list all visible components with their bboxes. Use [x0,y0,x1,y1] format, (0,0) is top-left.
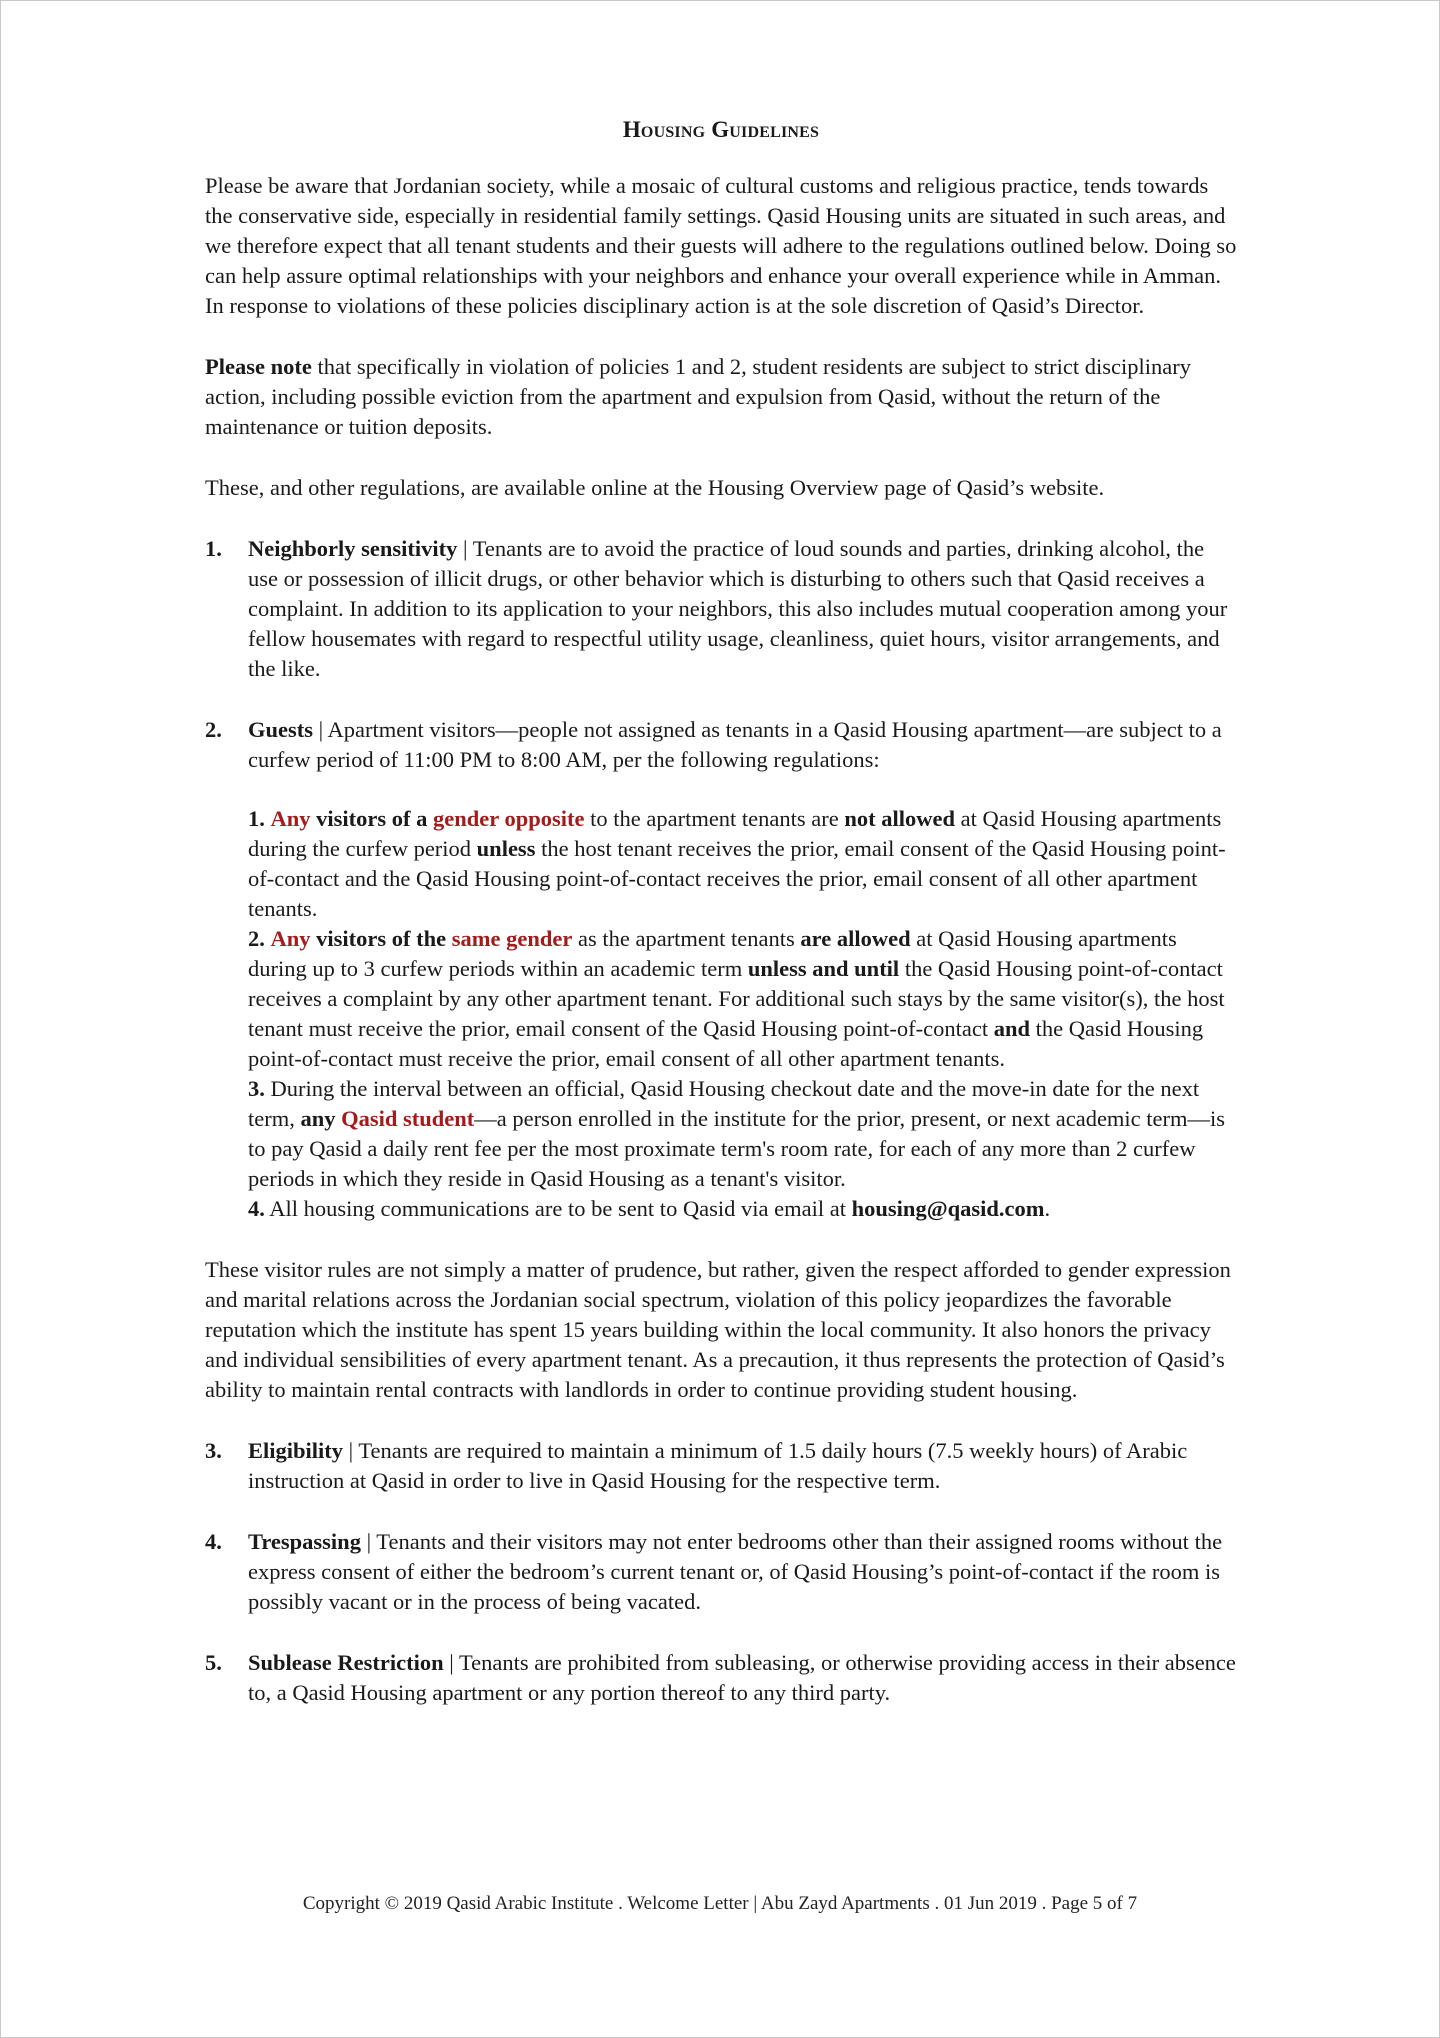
guest-rule-4 [248,1194,1237,1224]
rule-text: All housing communications are to be sent to Qasid via email at [264,1196,852,1221]
policy-4 [205,1527,1237,1617]
policy-text: | Tenants are prohibited from subleasing, or otherwise providing access in their absence to, a Qasid Housing apartment or any portion thereof to any third party. [248,1650,1236,1705]
rule-text: During the interval between an official, Qasid Housing checkout date and the move-in date for the next term, [248,1076,1200,1131]
intro-paragraph: Please be aware that Jordanian society, while a mosaic of cultural customs and religious practice, tends towards the conservative side, especially in residential family settings. Qasid Housing units are situated in such areas, and we therefore expect that all tenant students and their guests will adhere to the regulations outlined below. Doing so can help assure optimal relationships with your neighbors and enhance your overall experience while in Amman. In response to violations of these policies disciplinary action is at the sole discretion of Qasid’s Director. [205,173,1237,318]
policy-title: Neighborly sensitivity [248,536,458,561]
policy-number: 3. [205,1438,222,1463]
rule-text: the host tenant receives the prior, email consent of the Qasid Housing point-of-contact and the Qasid Housing point-of-contact receives the prior, email consent of all other apartment tenants. [248,836,1226,921]
rule-text: at Qasid Housing apartments during the curfew period [248,806,1222,861]
online-paragraph: These, and other regulations, are available online at the Housing Overview page of Qasid’s website. [205,475,1105,500]
rule-text: to the apartment tenants are [584,806,845,831]
guest-rule-2 [248,924,1237,1074]
rule-bold: not allowed [844,806,956,831]
rule-bold: unless [476,836,536,861]
rule-number: 2. [248,926,265,951]
note-text: that specifically in violation of policies 1 and 2, student residents are subject to strict disciplinary action, including possible eviction from the apartment and expulsion from Qasid, without the return of the maintenance or tuition deposits. [205,354,1192,439]
rule-bold: are allowed [800,926,911,951]
housing-email[interactable]: housing@qasid.com [851,1196,1045,1221]
policy-5 [205,1648,1237,1708]
visitor-rules-paragraph: These visitor rules are not simply a matter of prudence, but rather, given the respect afforded to gender expression and marital relations across the Jordanian social spectrum, violation of this policy jeopardizes the favorable reputation which the institute has spent 15 years building within the local community. It also honors the privacy and individual sensibilities of every apartment tenant. As a precaution, it thus represents the protection of Qasid’s ability to maintain rental contracts with landlords in order to continue providing student housing. [205,1257,1231,1402]
rule-text: . [1044,1196,1051,1221]
policy-number: 1. [205,536,222,561]
policy-1 [205,534,1237,684]
rule-number: 4. [248,1196,265,1221]
rule-bold: unless and until [747,956,900,981]
policy-text: | Tenants and their visitors may not enter bedrooms other than their assigned rooms without the express consent of either the bedroom’s current tenant or, of Qasid Housing’s point-of-contact if the room is possibly vacant or in the process of being vacated. [248,1529,1223,1614]
page-title: Housing Guidelines [622,117,820,142]
policy-title: Sublease Restriction [248,1650,444,1675]
policy-number: 4. [205,1529,222,1554]
document-body [205,111,1237,1739]
policy-text: | Tenants are required to maintain a minimum of 1.5 daily hours (7.5 weekly hours) of Arabic instruction at Qasid in order to live in Qasid Housing for the respective term. [248,1438,1188,1493]
page-footer: Copyright © 2019 Qasid Arabic Institute . Welcome Letter | Abu Zayd Apartments . 01 Jun 2019 . Page 5 of 7 [302,1893,1138,1914]
policy-title: Guests [248,717,314,742]
policy-number: 2. [205,717,222,742]
policy-title: Eligibility [248,1438,344,1463]
note-label: Please note [205,354,312,379]
rule-highlight: Qasid student [341,1106,475,1131]
rule-number: 1. [248,806,265,831]
rule-bold: visitors of a [310,806,434,831]
rule-highlight: Any [270,806,311,831]
policy-text: | Apartment visitors—people not assigned as tenants in a Qasid Housing apartment—are subject to a curfew period of 11:00 PM to 8:00 AM, per the following regulations: [248,717,1222,772]
rule-highlight: same gender [451,926,573,951]
rule-text: as the apartment tenants [572,926,801,951]
rule-number: 3. [248,1076,265,1101]
note-paragraph [205,352,1237,442]
rule-text: at Qasid Housing apartments during up to 3 curfew periods within an academic term [248,926,1177,981]
rule-highlight: Any [270,926,311,951]
rule-bold: any [300,1106,336,1131]
guest-rules [248,804,1237,1224]
rule-bold: and [993,1016,1031,1041]
policy-title: Trespassing [248,1529,361,1554]
rule-bold: visitors of the [310,926,452,951]
policy-text: | Tenants are to avoid the practice of loud sounds and parties, drinking alcohol, the use or possession of illicit drugs, or other behavior which is disturbing to others such that Qasid receives a complaint. In addition to its application to your neighbors, this also includes mutual cooperation among your fellow housemates with regard to respectful utility usage, cleanliness, quiet hours, visitor arrangements, and the like. [248,536,1228,681]
guest-rule-3 [248,1074,1237,1194]
policy-number: 5. [205,1650,222,1675]
rule-text: the Qasid Housing point-of-contact must receive the prior, email consent of all other apartment tenants. [248,1016,1204,1071]
rule-highlight: gender opposite [433,806,585,831]
rule-text: —a person enrolled in the institute for the prior, present, or next academic term—is to pay Qasid a daily rent fee per the most proximate term's room rate, for each of any more than 2 curfew periods in which they reside in Qasid Housing as a tenant's visitor. [248,1106,1226,1191]
policy-3 [205,1436,1237,1496]
guest-rule-1 [248,804,1237,924]
policy-2 [205,715,1237,1224]
rule-text: the Qasid Housing point-of-contact receives a complaint by any other apartment tenant. For additional such stays by the same visitor(s), the host tenant must receive the prior, email consent of the Qasid Housing point-of-contact [248,956,1225,1041]
